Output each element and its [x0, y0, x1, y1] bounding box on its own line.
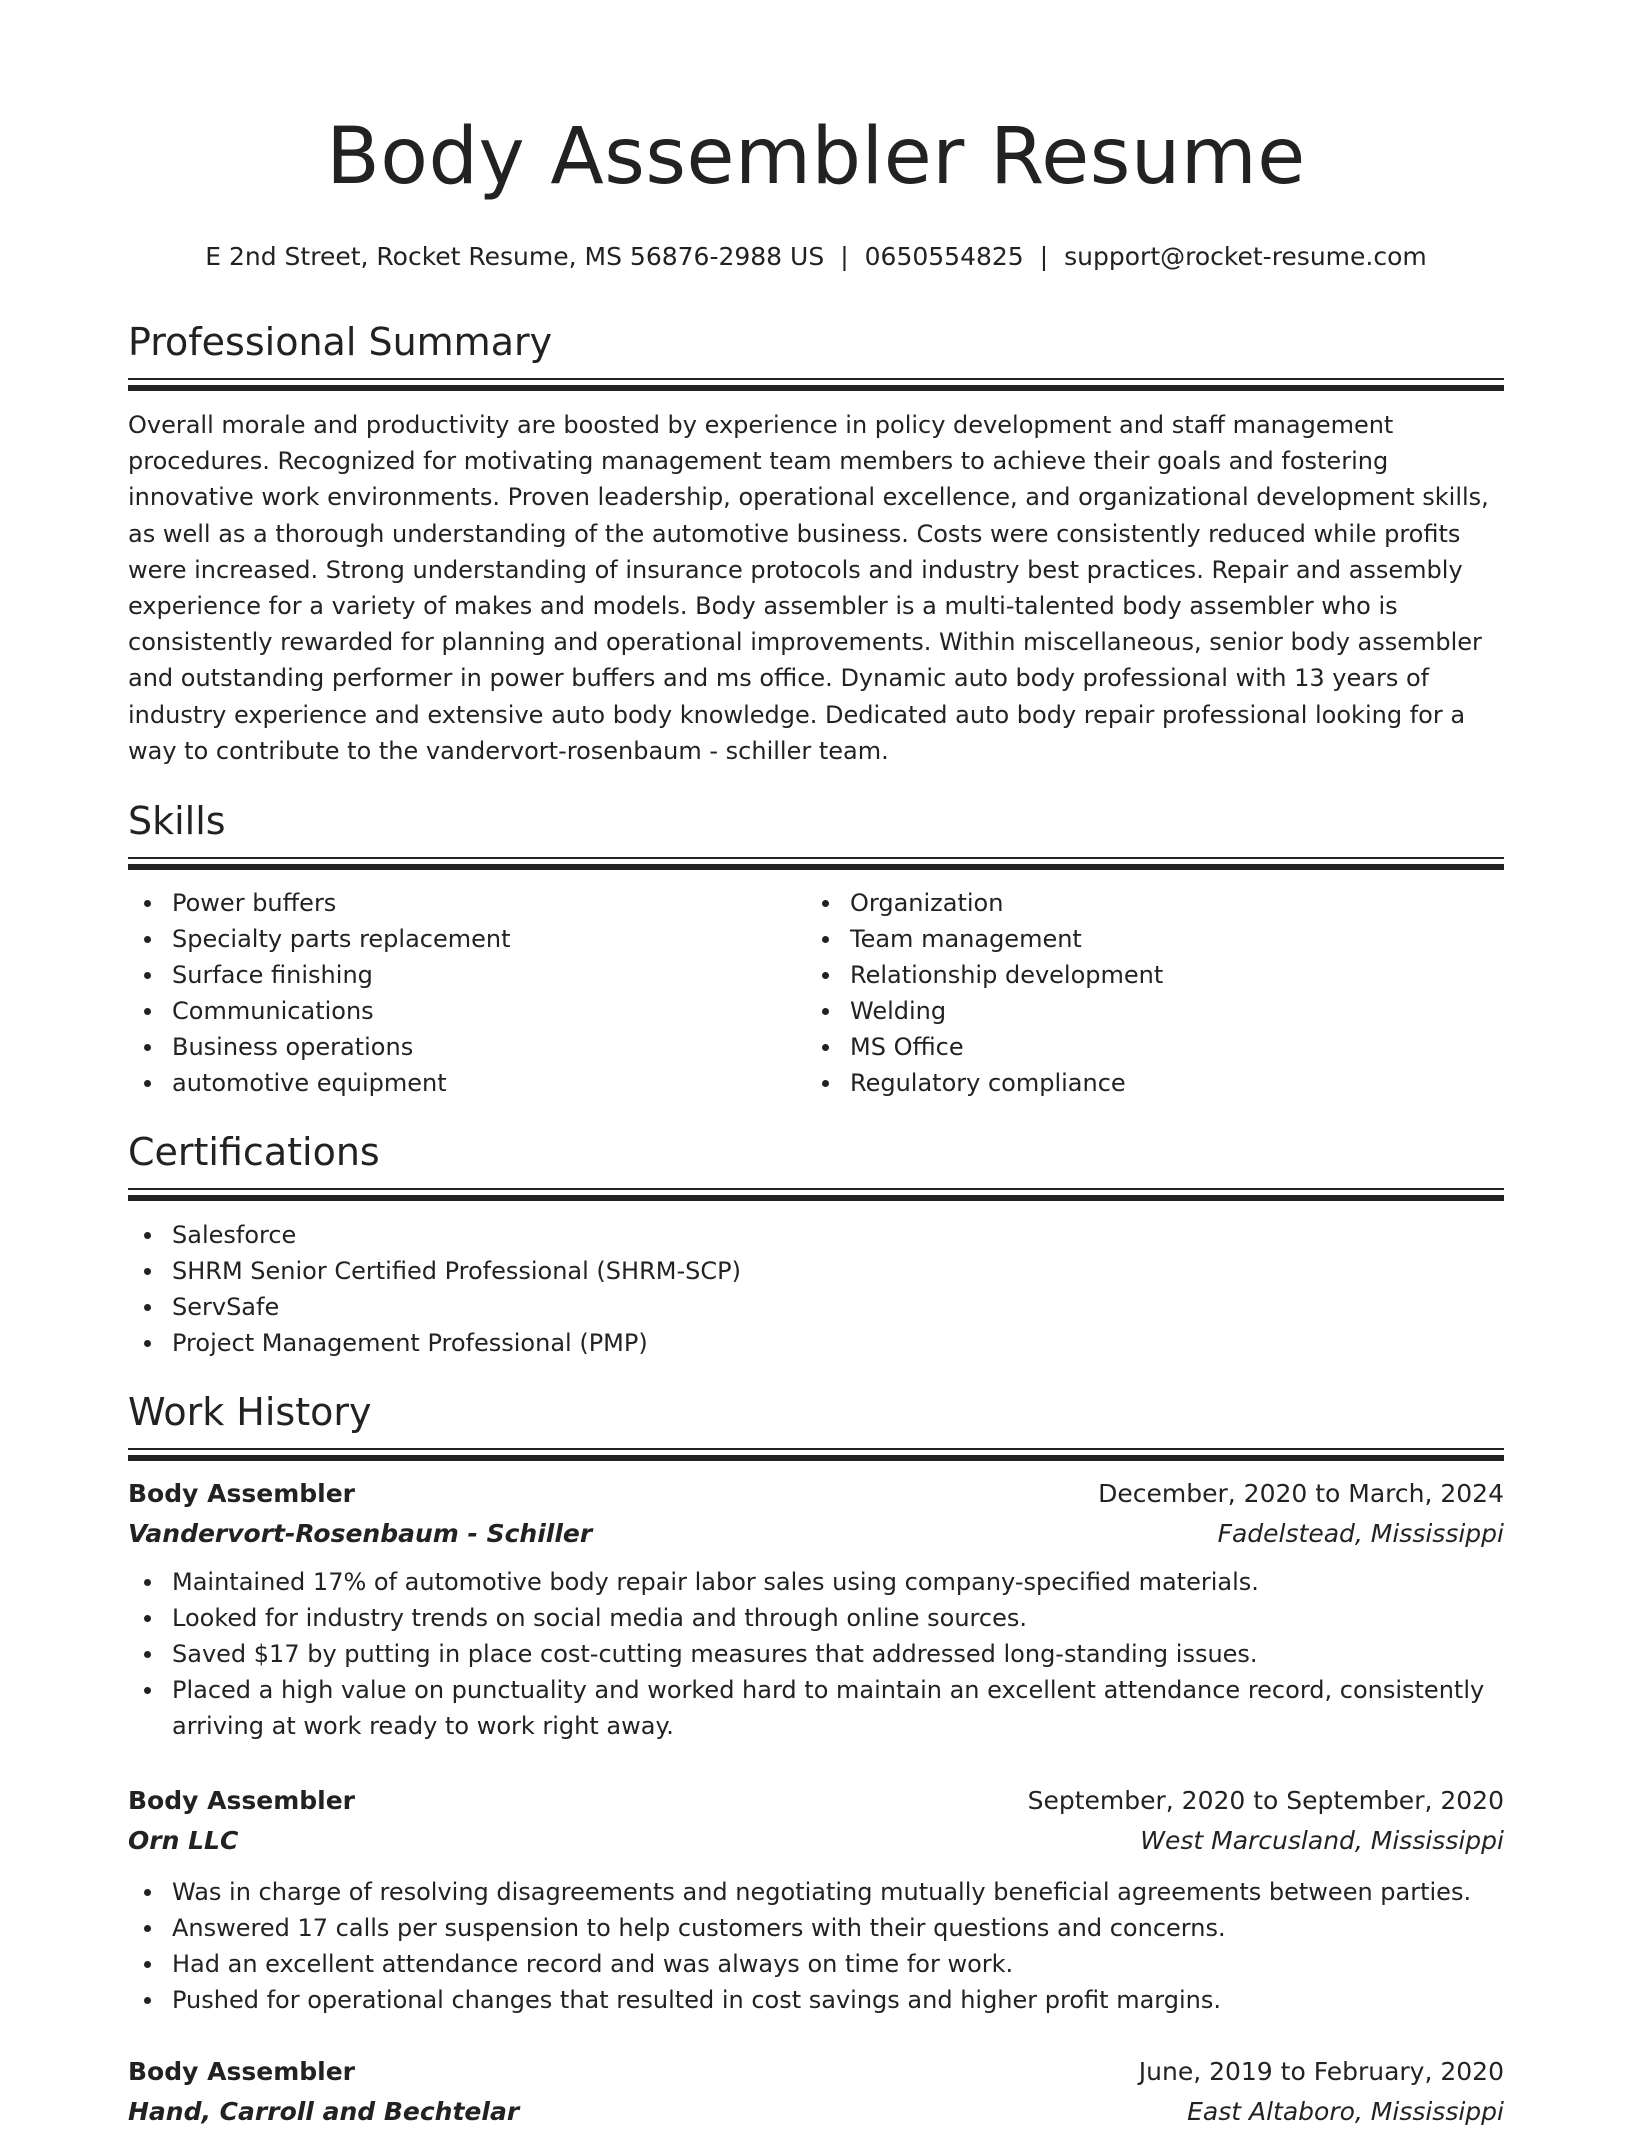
job-bullet: Maintained 17% of automotive body repair labor sales using company-specified materials. — [128, 1564, 1504, 1600]
contact-line — [128, 241, 1504, 273]
job-title: Body Assembler — [128, 1786, 355, 1815]
job-bullet: Had an excellent attendance record and was always on time for work. — [128, 1946, 1504, 1982]
skill-item: Team management — [806, 921, 1484, 957]
contact-phone: 0650554825 — [864, 242, 1024, 271]
work-history-section — [128, 1388, 1504, 1464]
job-location: East Altaboro, Mississippi — [1187, 2097, 1504, 2126]
skills-list-left — [128, 885, 806, 1101]
job-company-row — [128, 2092, 1504, 2132]
section-title-skills: Skills — [128, 799, 226, 843]
job-company: Orn LLC — [128, 1826, 239, 1855]
job-company-row — [128, 1514, 1504, 1554]
job-header-row — [128, 2052, 1504, 2092]
contact-address: E 2nd Street, Rocket Resume, MS 56876-2988 US — [205, 242, 825, 271]
job-bullet: Pushed for operational changes that resulted in cost savings and higher profit margins. — [128, 1982, 1504, 2018]
job-title: Body Assembler — [128, 1479, 355, 1508]
job-bullets — [128, 1874, 1504, 2018]
job-company: Hand, Carroll and Bechtelar — [128, 2097, 520, 2126]
resume-title: Body Assembler Resume — [326, 112, 1306, 202]
contact-separator: | — [1039, 242, 1049, 271]
skills-section — [128, 797, 1504, 873]
job-dates: September, 2020 to September, 2020 — [1027, 1786, 1504, 1815]
job-bullets — [128, 1564, 1504, 1744]
certifications-list — [128, 1217, 1504, 1361]
job-dates: June, 2019 to February, 2020 — [1138, 2057, 1504, 2086]
certification-item: Salesforce — [128, 1217, 1504, 1253]
job-entry — [128, 2052, 1504, 2132]
job-location: West Marcusland, Mississippi — [1140, 1826, 1504, 1855]
section-title-certifications: Certifications — [128, 1130, 380, 1174]
skill-item: Organization — [806, 885, 1484, 921]
summary-text: Overall morale and productivity are boosted by experience in policy development and staff management procedures. Recognized for motivating management team members to achieve their goals and fostering innovative work environments. Proven leadership, operational excellence, and organizational development skills, as well as a thorough understanding of the automotive business. Costs were consistently reduced while profits were increased. Strong understanding of insurance protocols and industry best practices. Repair and assembly experience for a variety of makes and models. Body assembler is a multi-talented body assembler who is consistently rewarded for planning and operational improvements. Within miscellaneous, senior body assembler and outstanding performer in power buffers and ms office. Dynamic auto body professional with 13 years of industry experience and extensive auto body knowledge. Dedicated auto body repair professional looking for a way to contribute to the vandervort-rosenbaum - schiller team. — [128, 411, 1489, 765]
job-entry — [128, 1474, 1504, 1744]
skill-item: Relationship development — [806, 957, 1484, 993]
skill-item: Power buffers — [128, 885, 806, 921]
certifications-section — [128, 1128, 1504, 1204]
job-header-row — [128, 1781, 1504, 1821]
section-title-summary: Professional Summary — [128, 320, 553, 364]
skill-item: Regulatory compliance — [806, 1065, 1484, 1101]
summary-section — [128, 318, 1504, 394]
job-title: Body Assembler — [128, 2057, 355, 2086]
job-bullet: Placed a high value on punctuality and worked hard to maintain an excellent attendance record, consistently arriving at work ready to work right away. — [128, 1672, 1504, 1744]
job-bullet: Answered 17 calls per suspension to help customers with their questions and concerns. — [128, 1910, 1504, 1946]
skill-item: Specialty parts replacement — [128, 921, 806, 957]
job-company-row — [128, 1821, 1504, 1861]
job-dates: December, 2020 to March, 2024 — [1098, 1479, 1504, 1508]
section-divider — [128, 1448, 1504, 1464]
skill-item: Communications — [128, 993, 806, 1029]
job-bullet: Saved $17 by putting in place cost-cutting measures that addressed long-standing issues. — [128, 1636, 1504, 1672]
certification-item: SHRM Senior Certified Professional (SHRM-SCP) — [128, 1253, 1504, 1289]
contact-separator: | — [840, 242, 849, 271]
job-header-row — [128, 1474, 1504, 1514]
job-location: Fadelstead, Mississippi — [1217, 1519, 1504, 1548]
section-divider — [128, 378, 1504, 394]
job-bullet: Looked for industry trends on social media and through online sources. — [128, 1600, 1504, 1636]
contact-email: support@rocket-resume.com — [1064, 242, 1427, 271]
section-divider — [128, 1188, 1504, 1204]
section-divider — [128, 857, 1504, 873]
certification-item: ServSafe — [128, 1289, 1504, 1325]
certification-item: Project Management Professional (PMP) — [128, 1325, 1504, 1361]
skill-item: Business operations — [128, 1029, 806, 1065]
skills-list-right — [806, 885, 1484, 1101]
job-company: Vandervort-Rosenbaum - Schiller — [128, 1519, 593, 1548]
skill-item: automotive equipment — [128, 1065, 806, 1101]
skill-item: Surface finishing — [128, 957, 806, 993]
section-title-work-history: Work History — [128, 1390, 372, 1434]
skill-item: Welding — [806, 993, 1484, 1029]
job-entry — [128, 1781, 1504, 2018]
job-bullet: Was in charge of resolving disagreements and negotiating mutually beneficial agreements between parties. — [128, 1874, 1504, 1910]
skill-item: MS Office — [806, 1029, 1484, 1065]
